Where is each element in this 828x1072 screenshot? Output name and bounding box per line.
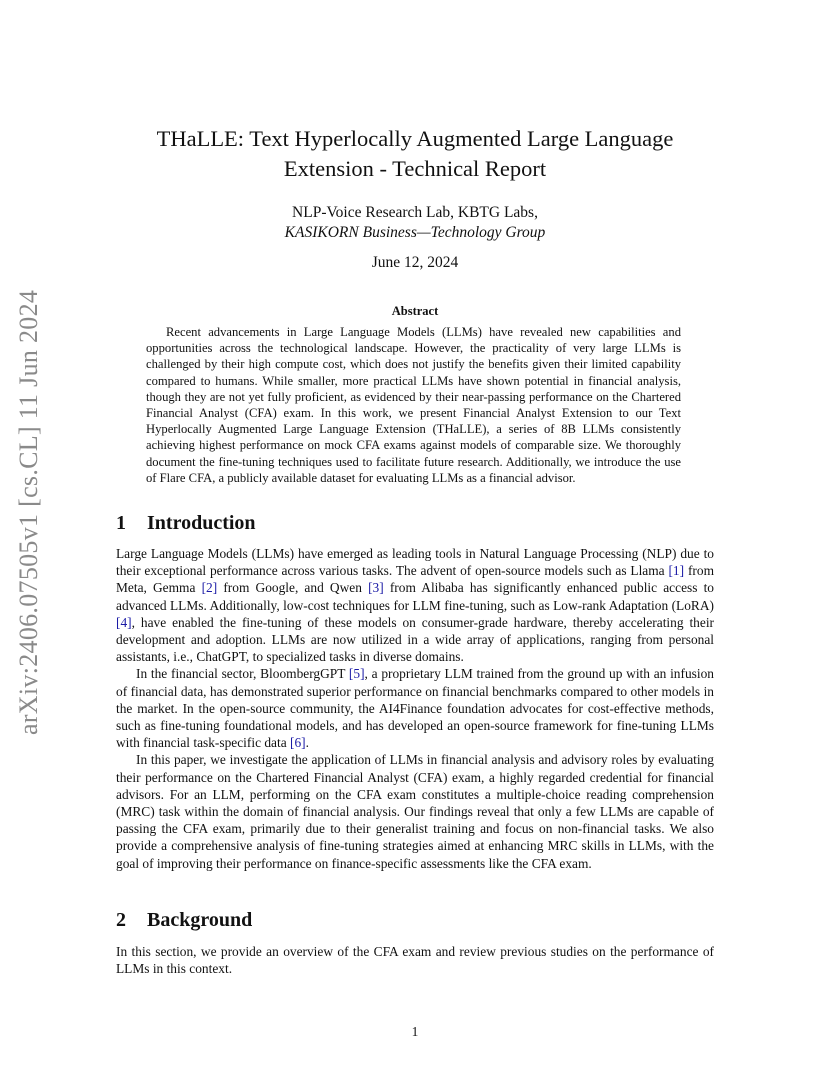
section-heading-background bbox=[116, 909, 252, 932]
section-number: 2 bbox=[116, 909, 126, 931]
abstract-heading: Abstract bbox=[391, 304, 439, 318]
text-run: , a proprietary LLM trained from the ground up with an infusion of financial data, has demonstrated superior performance on financial benchmarks compared to other models in the market. In the open-source community, the AI4Finance foundation advocates for cost-effective methods, such as fine-tuning foundational models, and has developed an open-source framework for fine-tuning LLMs with financial task-specific data bbox=[116, 666, 714, 751]
paragraph: In this section, we provide an overview of the CFA exam and review previous studies on the performance of LLMs in this context. bbox=[116, 944, 714, 977]
section-title: Background bbox=[147, 909, 253, 931]
citation-link[interactable]: [5] bbox=[348, 666, 365, 682]
abstract-text: Recent advancements in Large Language Models (LLMs) have revealed new capabilities and opportunities across the technological landscape. However, the practicality of very large LLMs is challenged by their high compute cost, which does not justify the benefits given their limited capability compared to humans. While smaller, more practical LLMs have shown potential in financial analysis, though they are not yet fully proficient, as evidenced by their near-passing performance on the Chartered Financial Analyst (CFA) exam. In this work, we present Financial Analyst Extension to our Text Hyperlocally Augmented Large Language Extension (THaLLE), a series of 8B LLMs consistently achieving highest performance on mock CFA exams against models of comparable size. We thoroughly document the fine-tuning techniques used to facilitate future research. Additionally, we introduce the use of Flare CFA, a publicly available dataset for evaluating LLMs as a financial advisor. bbox=[146, 325, 681, 485]
paragraph bbox=[116, 665, 714, 751]
text-run: In the financial sector, BloombergGPT bbox=[136, 666, 349, 682]
paragraph bbox=[116, 545, 714, 665]
background-body bbox=[116, 943, 714, 977]
paragraph: In this paper, we investigate the application of LLMs in financial analysis and advisory roles by evaluating their performance on the Chartered Financial Analyst (CFA) exam, a highly regarded credential for financial advisors. For an LLM, performing on the CFA exam constitutes a multiple-choice reading comprehension (MRC) task within the domain of financial analysis. Our findings reveal that only a few LLMs are capable of passing the CFA exam, primarily due to their generalist training and focus on non-financial tasks. We also provide a comprehensive analysis of fine-tuning strategies aimed at enhancing MRC skills in LLMs, with the goal of improving their performance on finance-specific assessments like the CFA exam. bbox=[116, 752, 714, 871]
section-title: Introduction bbox=[147, 512, 256, 534]
page-number: 1 bbox=[411, 1024, 419, 1039]
affiliation: KASIKORN Business—Technology Group bbox=[284, 224, 546, 241]
citation-link[interactable]: [6] bbox=[290, 735, 306, 751]
text-run: . bbox=[305, 735, 309, 751]
author-block bbox=[116, 203, 714, 243]
citation-link[interactable]: [1] bbox=[668, 563, 685, 579]
text-run: , have enabled the fine-tuning of these models on consumer-grade hardware, thereby accelerating their development and adoption. LLMs are now utilized in a wide array of applications, ranging from personal assistants, i.e., ChatGPT, to specialized tasks in diverse domains. bbox=[116, 614, 714, 665]
citation-link[interactable]: [2] bbox=[201, 580, 218, 596]
publication-date: June 12, 2024 bbox=[371, 254, 459, 271]
section-heading-introduction bbox=[116, 512, 256, 535]
citation-link[interactable]: [4] bbox=[116, 614, 132, 630]
introduction-body bbox=[116, 545, 714, 872]
section-number: 1 bbox=[116, 512, 126, 534]
citation-link[interactable]: [3] bbox=[368, 580, 384, 596]
paper-title: THaLLE: Text Hyperlocally Augmented Large Language Extension - Technical Report bbox=[156, 126, 674, 181]
authors: NLP-Voice Research Lab, KBTG Labs, bbox=[292, 204, 538, 221]
text-run: Large Language Models (LLMs) have emerged as leading tools in Natural Language Processing (NLP) due to their exceptional performance across various tasks. The advent of open-source models such as Llama bbox=[116, 546, 714, 579]
text-run: from Alibaba has significantly enhanced public access to advanced LLMs. Additionally, low-cost techniques for LLM fine-tuning, such as Low-rank Adaptation (LoRA) bbox=[116, 580, 714, 613]
text-run: from Google, and Qwen bbox=[217, 580, 369, 596]
text-run: from Meta, Gemma bbox=[116, 563, 714, 596]
arxiv-identifier: arXiv:2406.07505v1 [cs.CL] 11 Jun 2024 bbox=[14, 289, 43, 735]
